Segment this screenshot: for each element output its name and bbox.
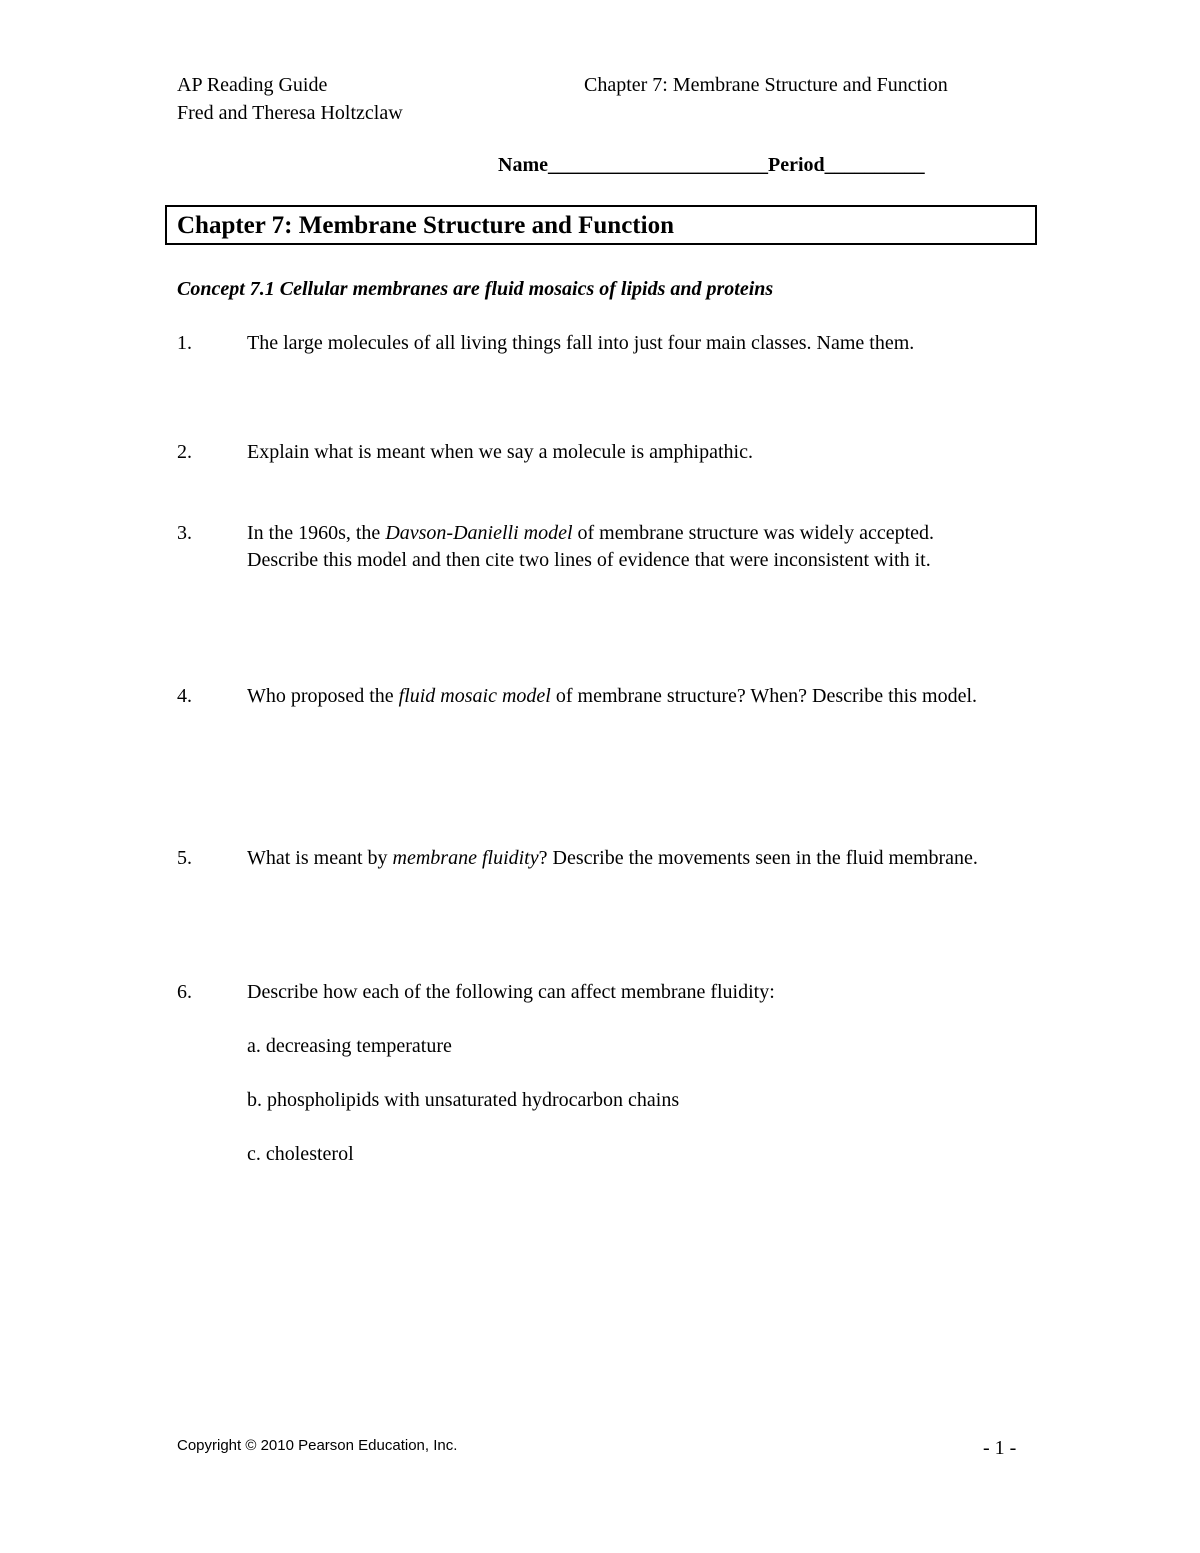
question-number: 3. xyxy=(177,522,192,544)
sub-question: c. cholesterol xyxy=(247,1143,354,1165)
question-text: The large molecules of all living things fall into just four main classes. Name them. xyxy=(247,332,915,354)
header-guide-title: AP Reading Guide xyxy=(177,74,328,96)
question-text: Describe how each of the following can affect membrane fluidity: xyxy=(247,981,775,1003)
question-text: Who proposed the fluid mosaic model of membrane structure? When? Describe this model. xyxy=(247,685,978,707)
name-period-line[interactable]: Name______________________Period__________ xyxy=(498,154,925,176)
header-authors: Fred and Theresa Holtzclaw xyxy=(177,102,403,124)
chapter-title: Chapter 7: Membrane Structure and Function xyxy=(177,212,674,239)
question-number: 4. xyxy=(177,685,192,707)
sub-question: b. phospholipids with unsaturated hydrocarbon chains xyxy=(247,1089,680,1111)
question-number: 6. xyxy=(177,981,192,1003)
footer-copyright: Copyright © 2010 Pearson Education, Inc. xyxy=(177,1437,458,1454)
term-membrane-fluidity: membrane fluidity xyxy=(392,847,539,869)
question-number: 5. xyxy=(177,847,192,869)
chapter-title-box xyxy=(165,205,1037,245)
question-text: Explain what is meant when we say a molecule is amphipathic. xyxy=(247,441,753,463)
concept-heading: Concept 7.1 Cellular membranes are fluid mosaics of lipids and proteins xyxy=(177,278,774,300)
question-text: In the 1960s, the Davson-Danielli model of membrane structure was widely accepted. Describe this model and then cite two lines of evidence that were inconsistent with it. xyxy=(247,522,935,571)
term-fluid-mosaic: fluid mosaic model xyxy=(398,685,551,707)
header-chapter: Chapter 7: Membrane Structure and Function xyxy=(584,74,948,96)
question-text: What is meant by membrane fluidity? Describe the movements seen in the fluid membrane. xyxy=(247,847,978,869)
question-number: 1. xyxy=(177,332,192,354)
question-number: 2. xyxy=(177,441,192,463)
sub-question: a. decreasing temperature xyxy=(247,1035,452,1057)
term-davson-danielli: Davson-Danielli model xyxy=(385,522,573,544)
page-number: - 1 - xyxy=(983,1437,1017,1459)
